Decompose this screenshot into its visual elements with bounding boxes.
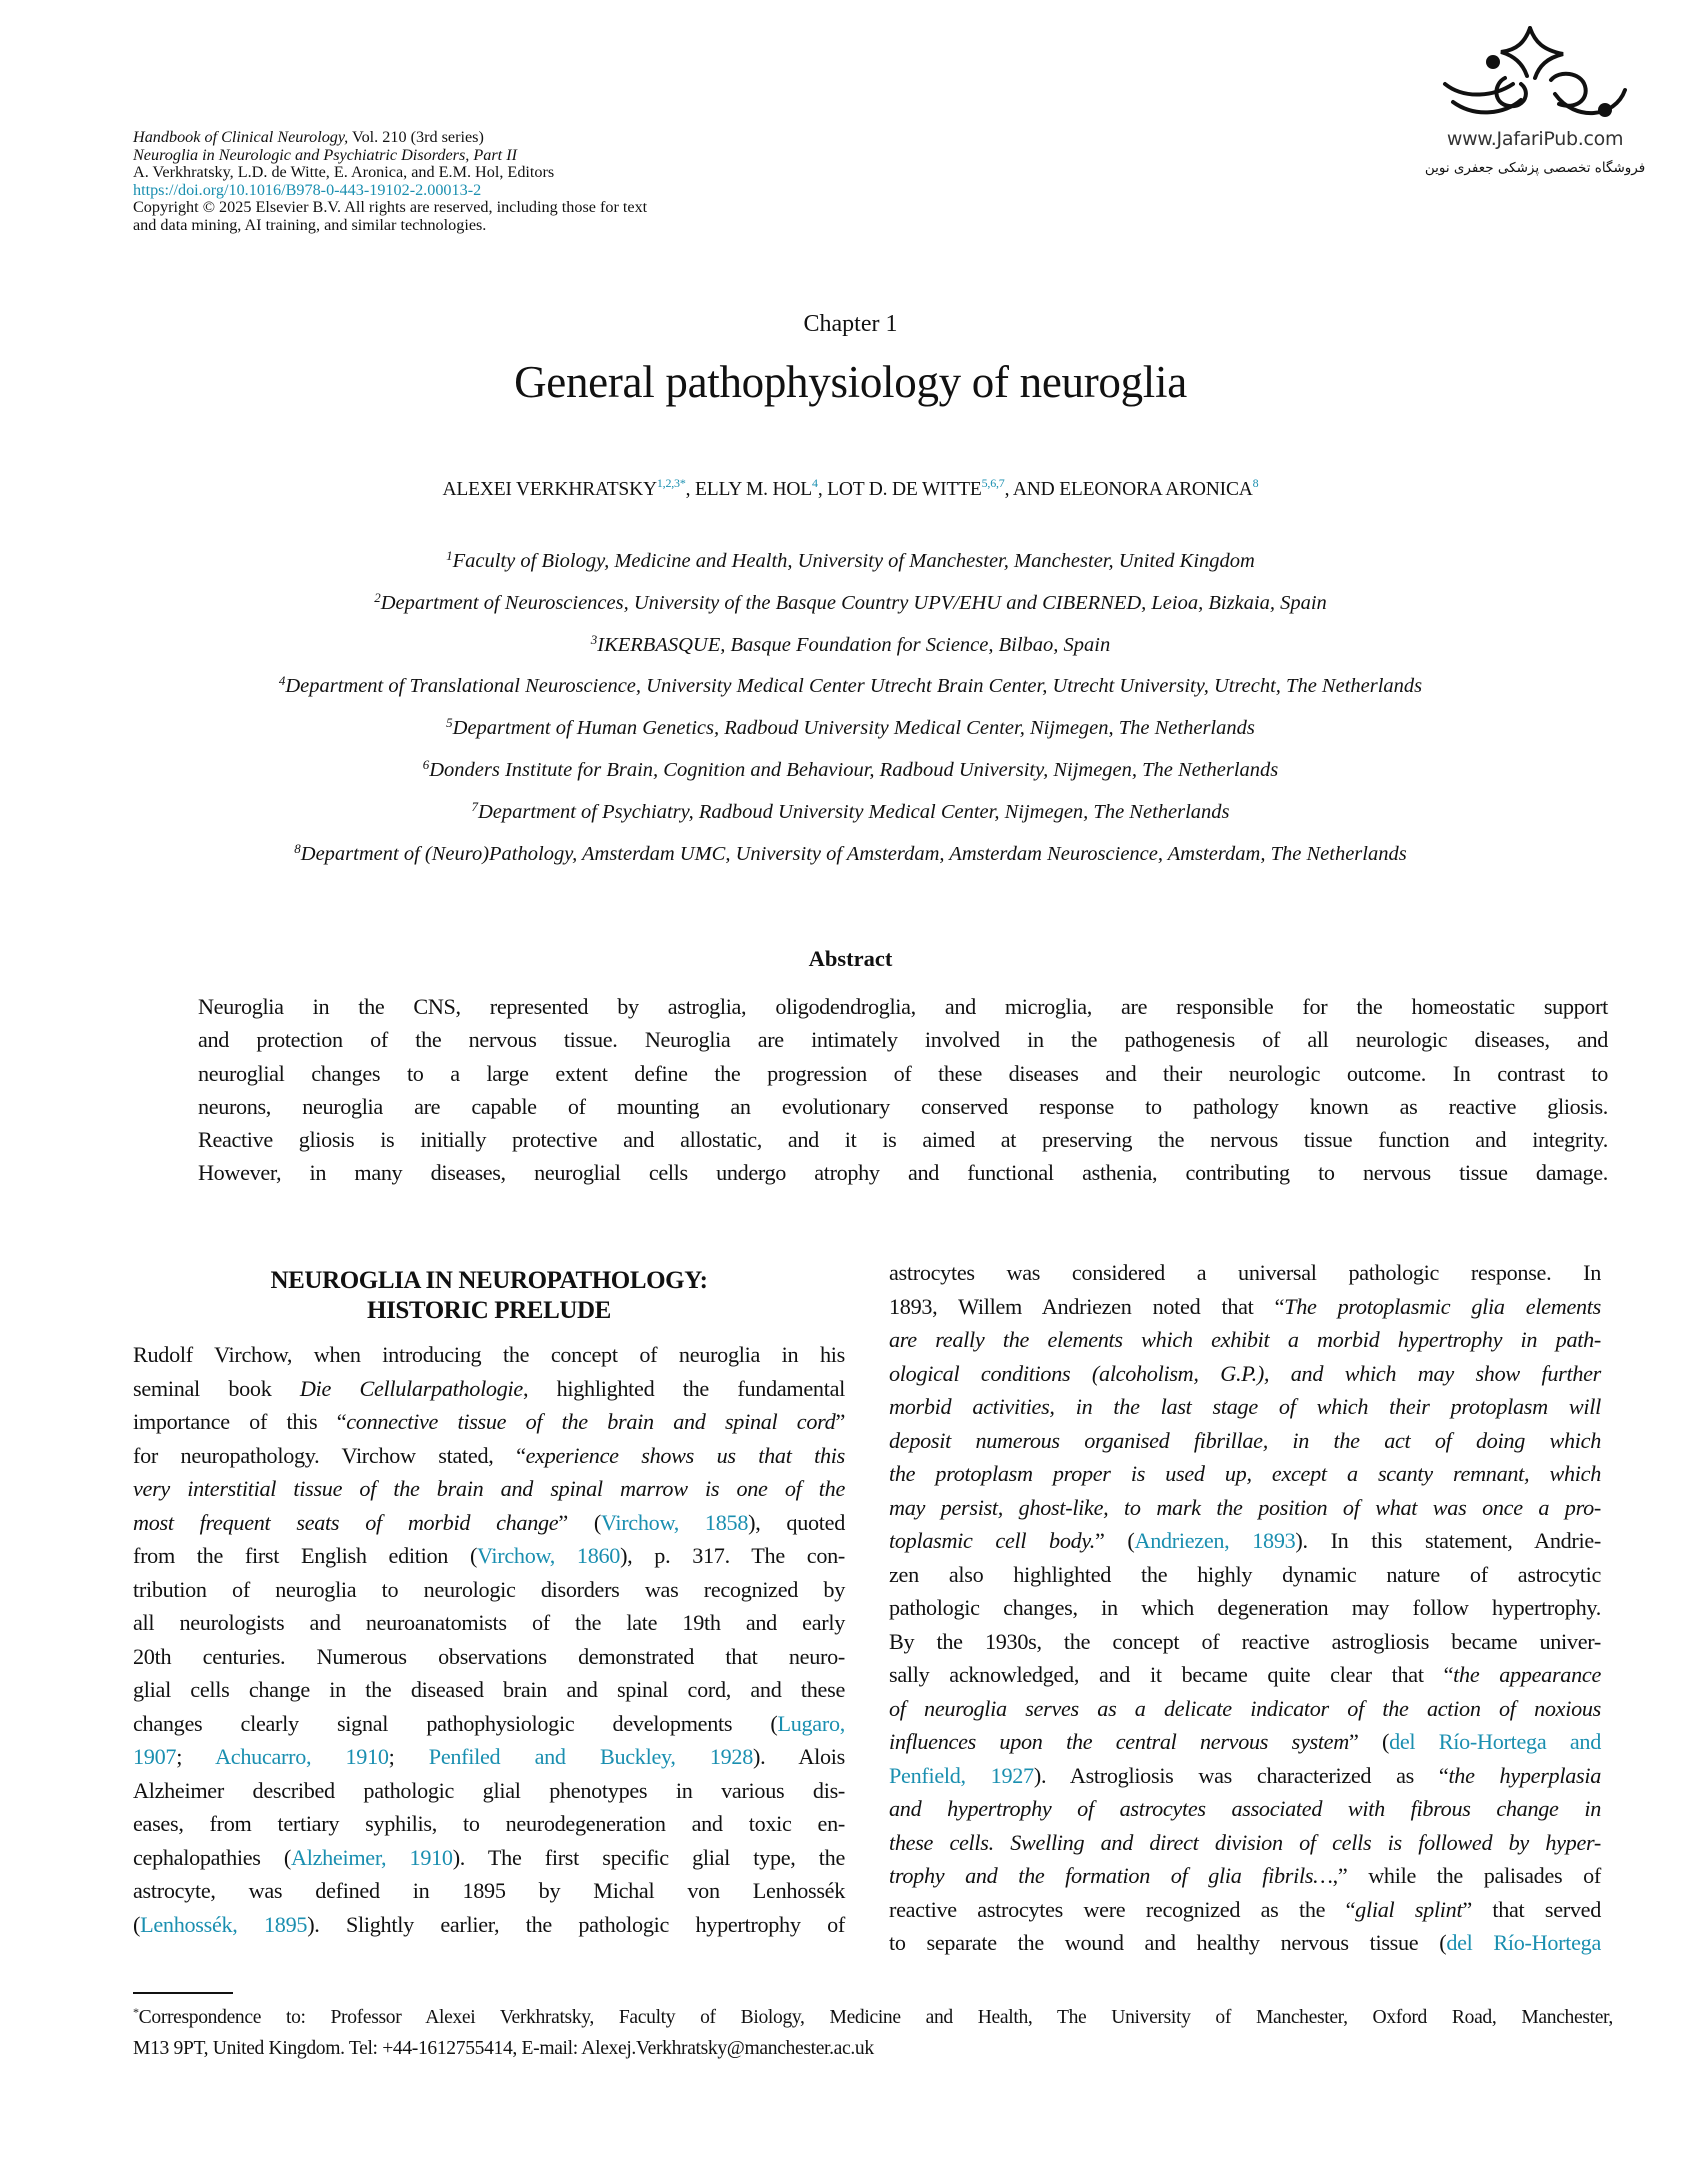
body-text-line	[889, 1926, 1601, 1960]
doi-link[interactable]: https://doi.org/10.1016/B978-0-443-19102-2.00013-2	[133, 180, 482, 199]
author-affiliation-ref[interactable]: 4	[812, 476, 818, 490]
body-text-line	[133, 1707, 845, 1741]
body-text-line	[133, 1573, 845, 1607]
author-separator: ,	[817, 479, 828, 500]
body-text-line	[133, 1874, 845, 1908]
author-separator: ,	[1004, 479, 1013, 500]
italic-quote: are really the elements which exhibit a morbid hypertrophy in path-	[889, 1327, 1601, 1352]
affiliation	[0, 797, 1701, 839]
abstract-line: and protection of the nervous tissue. Neuroglia are intimately involved in the pathogenesis of all neurologic diseases, and	[198, 1027, 1608, 1053]
watermark-tagline: فروشگاه تخصصی پزشکی جعفری نوین	[1424, 160, 1646, 176]
italic-quote: these cells. Swelling and direct division of cells is followed by hyper-	[889, 1829, 1601, 1855]
volume-info: Vol. 210 (3rd series)	[348, 128, 484, 146]
citation-link[interactable]: Achucarro, 1910	[215, 1744, 389, 1769]
author	[695, 476, 828, 500]
text-run: ). In this statement, Andrie-	[1295, 1528, 1602, 1553]
body-text-line	[133, 1472, 845, 1506]
text-run: eases, from tertiary syphilis, to neurodegeneration and toxic en-	[133, 1811, 845, 1836]
right-column-text	[889, 1256, 1601, 1960]
copyright-line-1: Copyright © 2025 Elsevier B.V. All rights are reserved, including those for text	[133, 198, 648, 216]
citation-link[interactable]: del Río-Hortega	[1446, 1930, 1601, 1955]
copyright-line-2: and data mining, AI training, and similar technologies.	[133, 215, 487, 234]
italic-quote: very interstitial tissue of the brain and spinal marrow is one of the	[133, 1476, 845, 1501]
body-text-line	[133, 1372, 845, 1406]
citation-link[interactable]: Alzheimer, 1910	[290, 1844, 453, 1870]
italic-quote: ological conditions (alcoholism, G.P.), and which may show further	[889, 1360, 1601, 1386]
italic-quote: the hyperplasia	[1448, 1762, 1601, 1788]
affiliation	[0, 755, 1701, 797]
affiliation-number: 5	[446, 715, 453, 731]
text-run: ). Slightly earlier, the pathologic hypertrophy of	[307, 1911, 845, 1937]
italic-quote: The protoplasmic glia elements	[1284, 1293, 1601, 1319]
text-run: tribution of neuroglia to neurologic disorders was recognized by	[133, 1576, 845, 1602]
affiliation	[0, 630, 1701, 672]
text-run: astrocytes was considered a universal pathologic response. In	[889, 1260, 1601, 1285]
body-column-right	[889, 1256, 1601, 1960]
author-affiliation-ref[interactable]: 8	[1252, 476, 1259, 490]
affiliation	[0, 546, 1701, 588]
italic-quote: connective tissue of the brain and spinal cord	[346, 1409, 836, 1434]
abstract-line: Reactive gliosis is initially protective and allostatic, and it is aimed at preserving the nervous tissue function and integrity.	[198, 1127, 1608, 1153]
affiliation-number: 1	[446, 548, 453, 563]
affiliation-text: Donders Institute for Brain, Cognition and Behaviour, Radboud University, Nijmegen, The Netherlands	[429, 758, 1279, 781]
body-text-line	[133, 1506, 845, 1540]
watermark-site: www.JafariPub.com	[1446, 128, 1624, 150]
text-run: all neurologists and neuroanatomists of the late 19th and early	[133, 1610, 845, 1635]
italic-quote: may persist, ghost-like, to mark the position of what was once a pro-	[889, 1494, 1601, 1520]
affiliation	[0, 588, 1701, 630]
text-run: ” that served	[1462, 1896, 1601, 1922]
author-list	[0, 476, 1701, 501]
abstract-line: neuroglial changes to a large extent define the progression of these diseases and their neurologic outcome. In contrast to	[198, 1060, 1608, 1086]
citation-link[interactable]: Penfield, 1927	[889, 1762, 1034, 1788]
italic-quote: glial splint	[1355, 1896, 1463, 1922]
affiliation-list	[0, 546, 1701, 880]
series-line	[133, 129, 813, 147]
text-run: ,” while the palisades of	[1332, 1863, 1602, 1888]
text-run: 20th centuries. Numerous observations demonstrated that neuro-	[133, 1643, 845, 1669]
affiliation	[0, 713, 1701, 755]
citation-link[interactable]: Lenhossék, 1895	[140, 1911, 308, 1937]
citation-link[interactable]: Penfiled and Buckley, 1928	[428, 1744, 754, 1769]
text-run: ). The first specific glial type, the	[452, 1844, 845, 1870]
text-run: ” (	[1095, 1528, 1135, 1553]
body-text-line	[133, 1539, 845, 1573]
body-text-line	[133, 1640, 845, 1674]
text-run: ;	[388, 1744, 429, 1769]
abstract-body	[198, 990, 1608, 1190]
footnote-line-2: M13 9PT, United Kingdom. Tel: +44-1612755414, E-mail: Alexej.Verkhratsky@manchester.ac.uk	[133, 2038, 874, 2059]
body-text-line	[133, 1439, 845, 1473]
italic-quote: most frequent seats of morbid change	[133, 1509, 559, 1535]
affiliation-text: Department of (Neuro)Pathology, Amsterdam UMC, University of Amsterdam, Amsterdam Neuroscience, Amsterdam, The Netherlands	[300, 842, 1407, 865]
body-text-line	[133, 1807, 845, 1841]
text-run: zen also highlighted the highly dynamic nature of astrocytic	[889, 1561, 1601, 1587]
italic-quote: the appearance	[1453, 1662, 1601, 1687]
footnote-divider	[133, 1992, 233, 1994]
body-text-line	[889, 1390, 1601, 1424]
italic-quote: and hypertrophy of astrocytes associated with fibrous change in	[889, 1796, 1601, 1821]
body-text-line	[889, 1792, 1601, 1826]
section-heading-line-1: NEUROGLIA IN NEUROPATHOLOGY:	[270, 1267, 708, 1294]
text-run: glial cells change in the diseased brain and spinal cord, and these	[133, 1677, 845, 1702]
author	[442, 476, 696, 500]
abstract-heading: Abstract	[808, 946, 893, 971]
italic-quote: of neuroglia serves as a delicate indicator of the action of noxious	[889, 1695, 1601, 1721]
text-run: ). Alois	[753, 1744, 845, 1769]
affiliation-number: 2	[374, 589, 381, 605]
body-text-line	[889, 1524, 1601, 1558]
author-name: AND ELEONORA ARONICA	[1012, 479, 1253, 500]
text-run: seminal book	[133, 1375, 300, 1401]
body-text-line	[889, 1290, 1601, 1324]
affiliation-text: Department of Neurosciences, University of the Basque Country UPV/EHU and CIBERNED, Leioa, Bizkaia, Spain	[380, 591, 1327, 614]
text-run: importance of this “	[133, 1409, 347, 1434]
editors-line: A. Verkhratsky, L.D. de Witte, E. Aronica, and E.M. Hol, Editors	[133, 163, 555, 181]
body-text-line	[889, 1357, 1601, 1391]
text-run: Rudolf Virchow, when introducing the concept of neuroglia in his	[133, 1342, 845, 1367]
correspondence-footnote	[133, 2002, 1613, 2064]
text-run: (	[133, 1911, 141, 1937]
book-title	[133, 147, 813, 165]
author-affiliation-ref[interactable]: 1,2,3*	[656, 476, 686, 490]
citation-link[interactable]: 1907	[133, 1744, 177, 1769]
body-text-line	[889, 1256, 1601, 1290]
affiliation-text: IKERBASQUE, Basque Foundation for Science, Bilbao, Spain	[597, 633, 1111, 656]
jafaripub-logo-icon	[1435, 22, 1635, 130]
italic-quote: Die Cellularpathologie	[299, 1375, 523, 1401]
footnote-text-1: Correspondence to: Professor Alexei Verkhratsky, Faculty of Biology, Medicine and Health, The University of Manchester, Oxford Road, Manchester,	[138, 2007, 1613, 2028]
affiliation-text: Faculty of Biology, Medicine and Health, University of Manchester, Manchester, United Kingdom	[452, 550, 1255, 572]
italic-quote: influences upon the central nervous system	[889, 1729, 1349, 1754]
text-run: pathologic changes, in which degeneration may follow hypertrophy.	[889, 1595, 1601, 1620]
body-text-line	[889, 1692, 1601, 1726]
text-run: astrocyte, was defined in 1895 by Michal von Lenhossék	[133, 1878, 845, 1903]
publisher-watermark	[1400, 22, 1670, 192]
affiliation-number: 6	[422, 756, 430, 772]
text-run: By the 1930s, the concept of reactive astrogliosis became univer-	[889, 1628, 1601, 1654]
body-text-line	[889, 1893, 1601, 1927]
text-run: reactive astrocytes were recognized as the “	[889, 1896, 1356, 1922]
body-text-line	[133, 1338, 845, 1372]
affiliation-number: 4	[278, 673, 286, 689]
text-run: ;	[176, 1744, 216, 1769]
body-text-line	[133, 1405, 845, 1439]
series-title: Handbook of Clinical Neurology,	[133, 128, 349, 146]
section-heading-line-2: HISTORIC PRELUDE	[367, 1297, 611, 1324]
left-column-text	[133, 1338, 845, 1941]
footnote-line-1	[133, 2002, 1613, 2033]
footnote-marker: *	[133, 2005, 139, 2019]
text-run: 1893, Willem Andriezen noted that “	[889, 1293, 1285, 1319]
body-text-line	[133, 1740, 845, 1774]
body-text-line	[889, 1558, 1601, 1592]
text-run: cephalopathies (	[133, 1844, 291, 1870]
body-text-line	[889, 1491, 1601, 1525]
text-run: ), quoted	[748, 1509, 846, 1535]
body-text-line	[889, 1625, 1601, 1659]
author	[827, 476, 1013, 500]
affiliation	[0, 671, 1701, 713]
citation-link[interactable]: Lugaro,	[777, 1710, 845, 1736]
body-text-line	[889, 1725, 1601, 1759]
italic-quote: deposit numerous organised fibrillae, in the act of doing which	[889, 1427, 1601, 1453]
book-metadata	[133, 129, 813, 234]
affiliation-number: 8	[294, 840, 301, 856]
body-text-line	[889, 1591, 1601, 1625]
italic-quote: the protoplasm proper is used up, except a scanty remnant, which	[889, 1461, 1601, 1486]
text-run: sally acknowledged, and it became quite clear that “	[889, 1662, 1454, 1687]
italic-quote: morbid activities, in the last stage of which their protoplasm will	[889, 1394, 1601, 1419]
text-run: ). Astrogliosis was characterized as “	[1033, 1762, 1449, 1788]
text-run: ” (	[1348, 1729, 1390, 1754]
body-text-line	[889, 1457, 1601, 1491]
affiliation-text: Department of Psychiatry, Radboud University Medical Center, Nijmegen, The Netherlands	[477, 800, 1230, 823]
italic-quote: trophy and the formation of glia fibrils…	[889, 1863, 1333, 1888]
abstract-line: However, in many diseases, neuroglial cells undergo atrophy and functional asthenia, contributing to nervous tissue damage.	[198, 1160, 1608, 1186]
italic-quote: experience shows us that this	[525, 1442, 845, 1468]
body-text-line	[889, 1859, 1601, 1893]
author-name: LOT D. DE WITTE	[827, 479, 982, 500]
text-run: ), p. 317. The con-	[620, 1543, 845, 1568]
affiliation-number: 3	[590, 631, 598, 647]
citation-link[interactable]: Virchow, 1858	[600, 1509, 749, 1535]
body-text-line	[889, 1323, 1601, 1357]
affiliation	[0, 839, 1701, 881]
citation-link[interactable]: Virchow, 1860	[477, 1543, 621, 1568]
text-run: for neuropathology. Virchow stated, “	[133, 1442, 526, 1468]
affiliation-number: 7	[471, 798, 478, 814]
body-column-left	[133, 1258, 845, 1941]
author-name: ALEXEI VERKHRATSKY	[442, 479, 657, 500]
author	[1012, 476, 1259, 500]
chapter-title: General pathophysiology of neuroglia	[514, 357, 1187, 407]
text-run: to separate the wound and healthy nervous tissue (	[889, 1930, 1447, 1955]
abstract-line: neurons, neuroglia are capable of mounting an evolutionary conserved response to pathology known as reactive gliosis.	[198, 1093, 1608, 1119]
body-text-line	[889, 1658, 1601, 1692]
body-text-line	[889, 1826, 1601, 1860]
text-run: ”	[835, 1409, 845, 1434]
body-text-line	[133, 1774, 845, 1808]
body-text-line	[133, 1606, 845, 1640]
body-text-line	[133, 1673, 845, 1707]
text-run: ” (	[558, 1509, 601, 1535]
author-affiliation-ref[interactable]: 5,6,7	[981, 476, 1005, 490]
author-name: ELLY M. HOL	[695, 479, 812, 500]
body-text-line	[889, 1759, 1601, 1793]
abstract-line: Neuroglia in the CNS, represented by astroglia, oligodendroglia, and microglia, are responsible for the homeostatic support	[198, 994, 1608, 1019]
citation-link[interactable]: del Río-Hortega and	[1389, 1729, 1601, 1754]
body-text-line	[889, 1424, 1601, 1458]
affiliation-text: Department of Translational Neuroscience, University Medical Center Utrecht Brain Center, Utrecht University, Utrecht, The Netherlands	[285, 675, 1423, 698]
text-run: from the first English edition (	[133, 1543, 478, 1568]
italic-quote: toplasmic cell body.	[889, 1528, 1095, 1553]
section-heading	[133, 1266, 845, 1326]
text-run: changes clearly signal pathophysiologic developments (	[133, 1710, 778, 1736]
affiliation-text: Department of Human Genetics, Radboud University Medical Center, Nijmegen, The Netherlands	[452, 717, 1255, 740]
body-text-line	[133, 1841, 845, 1875]
author-separator: ,	[685, 479, 696, 500]
chapter-label: Chapter 1	[803, 311, 898, 337]
text-run: Alzheimer described pathologic glial phenotypes in various dis-	[133, 1777, 845, 1803]
body-text-line	[133, 1908, 845, 1942]
citation-link[interactable]: Andriezen, 1893	[1134, 1528, 1296, 1553]
book-title-text: Neuroglia in Neurologic and Psychiatric Disorders, Part II	[133, 145, 517, 164]
text-run: , highlighted the fundamental	[522, 1375, 845, 1401]
